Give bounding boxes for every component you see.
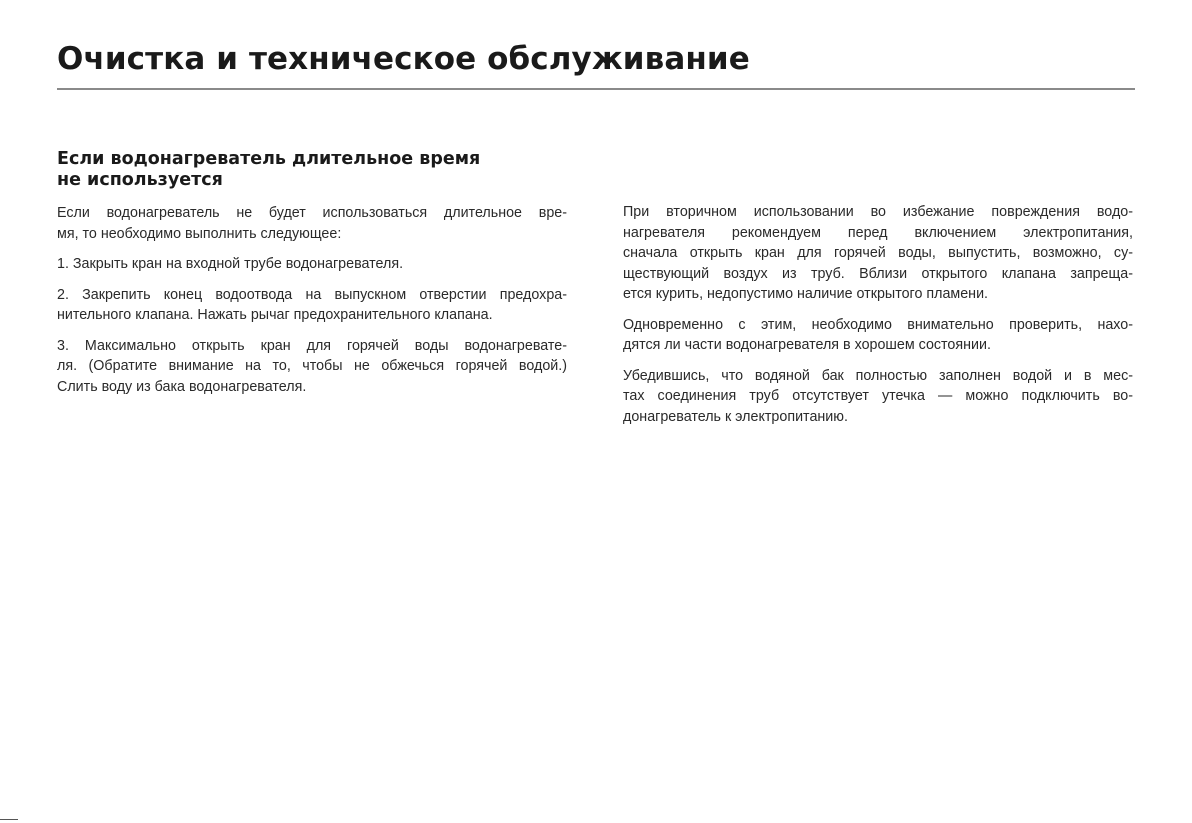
text-line: 3. Максимально открыть кран для горячей воды водонагревате- <box>57 337 567 354</box>
text-line: 2. Закрепить конец водоотвода на выпускном отверстии предохра- <box>57 286 567 303</box>
page-title: Очистка и техническое обслуживание <box>57 41 750 77</box>
text-line: Одновременно с этим, необходимо внимательно проверить, нахо- <box>623 316 1133 333</box>
text-line: ществующий воздух из труб. Вблизи открытого клапана запреща- <box>623 265 1133 282</box>
text-line: тах соединения труб отсутствует утечка — можно подключить во- <box>623 388 1133 404</box>
text-line: Убедившись, что водяной бак полностью заполнен водой и в мес- <box>623 367 1133 384</box>
text-line: При вторичном использовании во избежание повреждения водо- <box>623 204 1133 220</box>
paragraph-step-2 <box>57 285 567 326</box>
paragraph-step-1 <box>57 254 567 275</box>
text-line: ля. (Обратите внимание на то, чтобы не обжечься горячей водой.) <box>57 358 567 374</box>
text-line: Слить воду из бака водонагревателя. <box>57 378 307 395</box>
section-heading <box>57 149 567 191</box>
section-heading-line: не используется <box>57 170 223 190</box>
text-line: донагреватель к электропитанию. <box>623 408 848 425</box>
right-column <box>623 202 1133 437</box>
text-line: Если водонагреватель не будет использоваться длительное вре- <box>57 205 567 221</box>
paragraph-check <box>623 315 1133 356</box>
text-line: ется курить, недопустимо наличие открытого пламени. <box>623 286 989 302</box>
paragraph-connect <box>623 366 1133 428</box>
section-heading-line: Если водонагреватель длительное время <box>57 149 481 169</box>
paragraph-step-3 <box>57 336 567 398</box>
text-line: 1. Закрыть кран на входной трубе водонагревателя. <box>57 256 404 272</box>
crop-mark <box>0 819 18 820</box>
paragraph-intro <box>57 203 567 244</box>
text-line: нагревателя рекомендуем перед включением электропитания, <box>623 224 1133 241</box>
text-line: нительного клапана. Нажать рычаг предохранительного клапана. <box>57 307 493 323</box>
text-line: мя, то необходимо выполнить следующее: <box>57 225 342 242</box>
left-column <box>57 149 567 407</box>
text-line: дятся ли части водонагревателя в хорошем состоянии. <box>623 337 991 353</box>
title-divider <box>57 88 1135 90</box>
text-line: сначала открыть кран для горячей воды, выпустить, возможно, су- <box>623 245 1133 261</box>
paragraph-reuse <box>623 202 1133 305</box>
